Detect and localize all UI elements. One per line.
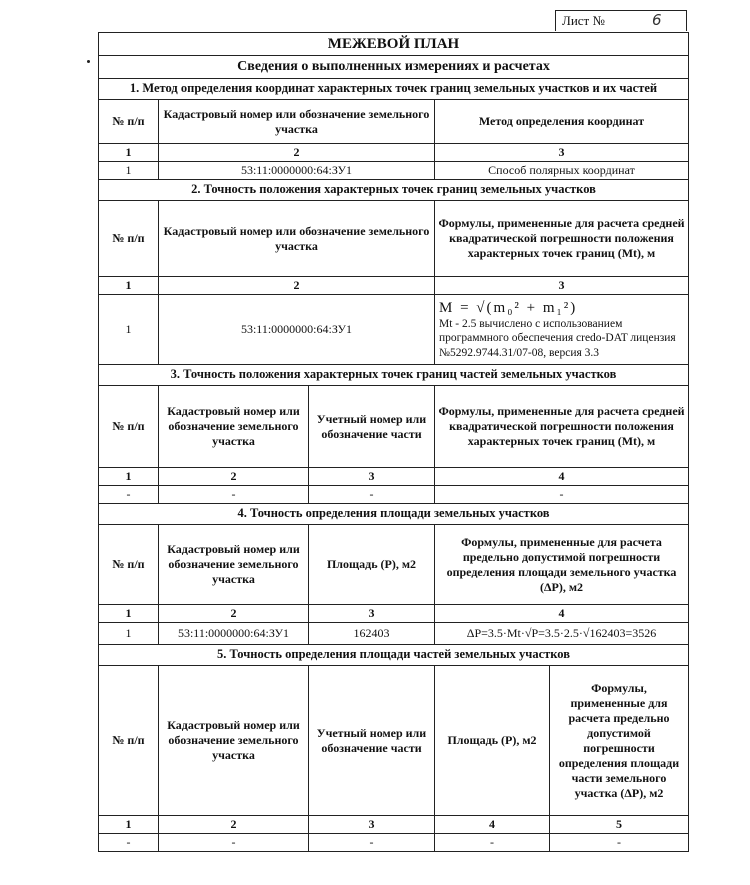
survey-plan-page [98, 32, 688, 852]
section1-title: 1. Метод определения координат характерных точек границ земельных участков и их частей [99, 79, 689, 100]
s1-header-cadastral: Кадастровый номер или обозначение земельного участка [159, 100, 435, 144]
s5-num-1: 1 [99, 816, 159, 834]
formula-note: Mt - 2.5 вычислено с использованием программного обеспечения credo-DAT лицензия №5292.9744.31/07-08, версия 3.3 [439, 317, 676, 359]
s2-number-row [99, 277, 689, 295]
s4-row-area: 162403 [309, 623, 435, 645]
s3-cell: - [159, 486, 309, 504]
s5-num-3: 3 [309, 816, 435, 834]
s5-header-area: Площадь (Р), м2 [435, 666, 550, 816]
s1-num-1: 1 [99, 144, 159, 162]
section3-title: 3. Точность положения характерных точек границ частей земельных участков [99, 365, 689, 386]
s3-cell: - [309, 486, 435, 504]
s2-header-num: № п/п [99, 201, 159, 277]
s4-num-3: 3 [309, 605, 435, 623]
s1-row-num: 1 [99, 162, 159, 180]
s5-cell: - [435, 834, 550, 852]
s5-header-cadastral: Кадастровый номер или обозначение земельного участка [159, 666, 309, 816]
s5-num-4: 4 [435, 816, 550, 834]
s3-num-2: 2 [159, 468, 309, 486]
s5-header-num: № п/п [99, 666, 159, 816]
s4-number-row [99, 605, 689, 623]
s1-header-method: Метод определения координат [435, 100, 689, 144]
s3-cell: - [99, 486, 159, 504]
s3-header-part: Учетный номер или обозначение части [309, 386, 435, 468]
s1-row-cadastral: 53:11:0000000:64:ЗУ1 [159, 162, 435, 180]
s1-num-3: 3 [435, 144, 689, 162]
s3-num-3: 3 [309, 468, 435, 486]
s4-row-num: 1 [99, 623, 159, 645]
s2-num-1: 1 [99, 277, 159, 295]
s3-num-1: 1 [99, 468, 159, 486]
s3-header-formula: Формулы, примененные для расчета средней квадратической погрешности положения характерных точек границ (Mt), м [435, 386, 689, 468]
s3-number-row [99, 468, 689, 486]
survey-plan-table [98, 32, 689, 852]
s1-header-num: № п/п [99, 100, 159, 144]
scan-speck [87, 60, 90, 63]
s4-header-num: № п/п [99, 525, 159, 605]
page-title: МЕЖЕВОЙ ПЛАН [99, 33, 689, 56]
s4-header-cadastral: Кадастровый номер или обозначение земельного участка [159, 525, 309, 605]
s5-header-part: Учетный номер или обозначение части [309, 666, 435, 816]
s5-cell: - [99, 834, 159, 852]
s5-num-5: 5 [550, 816, 689, 834]
sheet-number: 6 [652, 11, 662, 29]
s2-header-cadastral: Кадастровый номер или обозначение земельного участка [159, 201, 435, 277]
s3-header-cadastral: Кадастровый номер или обозначение земельного участка [159, 386, 309, 468]
s1-num-2: 2 [159, 144, 435, 162]
s4-num-2: 2 [159, 605, 309, 623]
section2-title: 2. Точность положения характерных точек границ земельных участков [99, 180, 689, 201]
s2-num-2: 2 [159, 277, 435, 295]
table-row [99, 295, 689, 365]
s5-cell: - [309, 834, 435, 852]
s3-cell: - [435, 486, 689, 504]
s1-number-row [99, 144, 689, 162]
page-subtitle: Сведения о выполненных измерениях и расчетах [99, 56, 689, 79]
s4-row-cadastral: 53:11:0000000:64:ЗУ1 [159, 623, 309, 645]
accuracy-formula: M = √(m₀² + m₁²) [439, 299, 578, 316]
s3-header-num: № п/п [99, 386, 159, 468]
s2-header-formula: Формулы, примененные для расчета средней квадратической погрешности положения характерных точек границ (Mt), м [435, 201, 689, 277]
s4-num-4: 4 [435, 605, 689, 623]
s2-row-formula-cell [435, 295, 689, 365]
s5-number-row [99, 816, 689, 834]
s5-num-2: 2 [159, 816, 309, 834]
sheet-label: Лист № [562, 13, 605, 28]
s4-row-formula: ΔP=3.5·Mt·√P=3.5·2.5·√162403=3526 [435, 623, 689, 645]
s2-row-cadastral: 53:11:0000000:64:ЗУ1 [159, 295, 435, 365]
table-row [99, 162, 689, 180]
section4-title: 4. Точность определения площади земельных участков [99, 504, 689, 525]
s5-cell: - [550, 834, 689, 852]
s2-num-3: 3 [435, 277, 689, 295]
s1-row-method: Способ полярных координат [435, 162, 689, 180]
s2-row-num: 1 [99, 295, 159, 365]
s5-cell: - [159, 834, 309, 852]
section5-title: 5. Точность определения площади частей земельных участков [99, 645, 689, 666]
table-row [99, 834, 689, 852]
s4-header-formula: Формулы, примененные для расчета предельно допустимой погрешности определения площади земельного участка (ΔР), м2 [435, 525, 689, 605]
table-row [99, 486, 689, 504]
s3-num-4: 4 [435, 468, 689, 486]
s5-header-formula: Формулы, примененные для расчета предельно допустимой погрешности определения площади части земельного участка (ΔР), м2 [550, 666, 689, 816]
s4-header-area: Площадь (Р), м2 [309, 525, 435, 605]
s4-num-1: 1 [99, 605, 159, 623]
sheet-number-box [555, 10, 687, 31]
table-row [99, 623, 689, 645]
